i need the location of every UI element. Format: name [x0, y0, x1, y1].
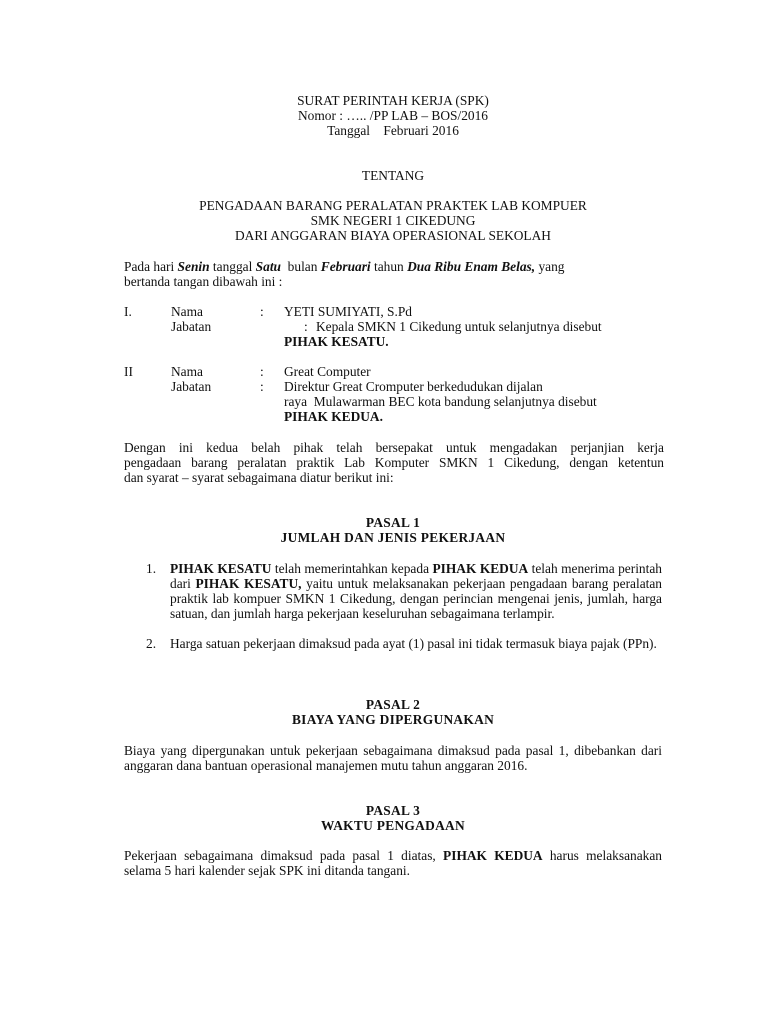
- subject-block: [0, 168, 768, 243]
- pasal-1-heading-block: [0, 515, 768, 545]
- pasal-3-heading: PASAL 3: [365, 803, 421, 818]
- agreement-paragraph: Dengan ini kedua belah pihak telah bersepakat untuk mengadakan perjanjian kerja pengadaan barang peralatan praktik Lab Komputer SMKN 1 Cikedung, dengan ketentun dan syarat – syarat sebagaimana diatur berikut ini:: [124, 440, 664, 485]
- party-1-nama-label: Nama: [171, 304, 203, 319]
- pasal-1-heading: PASAL 1: [365, 515, 421, 530]
- letter-number: Nomor : ….. /PP LAB – BOS/2016: [298, 108, 488, 123]
- party-2-number: II: [124, 364, 133, 379]
- party-1-nama-value: YETI SUMIYATI, S.Pd: [284, 304, 412, 319]
- subject-line-2: SMK NEGERI 1 CIKEDUNG: [310, 213, 476, 228]
- pasal-2-title: BIAYA YANG DIPERGUNAKAN: [291, 712, 495, 727]
- subject-line-1: PENGADAAN BARANG PERALATAN PRAKTEK LAB KOMPUER: [199, 198, 587, 213]
- party-2-alias: PIHAK KEDUA.: [284, 409, 383, 424]
- party-2: II Nama : Great Computer Jabatan : Direktur Great Cromputer berkedudukan dijalan raya Mulawarman BEC kota bandung selanjutnya disebut PIHAK KEDUA.: [124, 364, 597, 424]
- pasal-2-heading: PASAL 2: [365, 697, 421, 712]
- party-2-jabatan-line-2: raya Mulawarman BEC kota bandung selanjutnya disebut: [284, 394, 597, 409]
- letter-date: Tanggal Februari 2016: [327, 123, 459, 138]
- opening-year: Dua Ribu Enam Belas,: [407, 259, 536, 274]
- pasal-3-title: WAKTU PENGADAAN: [321, 818, 465, 833]
- party-2-jabatan-line-1: Direktur Great Cromputer berkedudukan dijalan: [284, 379, 543, 394]
- opening-line-2: bertanda tangan dibawah ini :: [124, 274, 283, 289]
- pasal-1-list: [146, 561, 662, 651]
- opening-month: Februari: [320, 259, 371, 274]
- opening-date: Satu: [255, 259, 281, 274]
- pasal-3-paragraph: Pekerjaan sebagaimana dimaksud pada pasal 1 diatas, PIHAK KEDUA harus melaksanakan selama 5 hari kalender sejak SPK ini ditanda tangani.: [124, 848, 662, 878]
- party-1-jabatan-label: Jabatan: [171, 319, 212, 334]
- party-2-nama-value: Great Computer: [284, 364, 371, 379]
- subject-tentang: TENTANG: [361, 168, 425, 183]
- opening-day: Senin: [177, 259, 210, 274]
- party-1-number: I.: [124, 304, 132, 319]
- party-2-jabatan-label: Jabatan: [171, 379, 212, 394]
- party-1-jabatan-value: Kepala SMKN 1 Cikedung untuk selanjutnya disebut: [316, 319, 602, 334]
- pasal-2-paragraph: Biaya yang dipergunakan untuk pekerjaan sebagaimana dimaksud pada pasal 1, dibebankan dari anggaran dana bantuan operasional manajemen mutu tahun anggaran 2016.: [124, 743, 662, 773]
- party-1: I. Nama : YETI SUMIYATI, S.Pd Jabatan : Kepala SMKN 1 Cikedung untuk selanjutnya disebut PIHAK KESATU.: [124, 304, 602, 349]
- subject-line-3: DARI ANGGARAN BIAYA OPERASIONAL SEKOLAH: [235, 228, 551, 243]
- letter-header: [0, 93, 768, 138]
- pasal-1-title: JUMLAH DAN JENIS PEKERJAAN: [280, 530, 506, 545]
- pasal-3-heading-block: [0, 803, 768, 833]
- party-2-nama-label: Nama: [171, 364, 203, 379]
- opening-paragraph: Pada hari Senin tanggal Satu bulan Februari tahun Dua Ribu Enam Belas, yang bertanda tangan dibawah ini :: [124, 259, 660, 289]
- party-1-alias: PIHAK KESATU.: [284, 334, 389, 349]
- pasal-2-heading-block: [0, 697, 768, 727]
- list-item: 1. PIHAK KESATU telah memerintahkan kepada PIHAK KEDUA telah menerima perintah dari PIHAK KESATU, yaitu untuk melaksanakan pekerjaan pengadaan barang peralatan praktik lab kompuer SMKN 1 Cikedung, dengan perincian mengenai jenis, jumlah, harga satuan, dan jumlah harga pekerjaan keseluruhan sebagaimana terlampir.: [146, 561, 662, 621]
- list-item: 2. Harga satuan pekerjaan dimaksud pada ayat (1) pasal ini tidak termasuk biaya pajak (PPn).: [146, 636, 657, 651]
- letter-title: SURAT PERINTAH KERJA (SPK): [297, 93, 489, 108]
